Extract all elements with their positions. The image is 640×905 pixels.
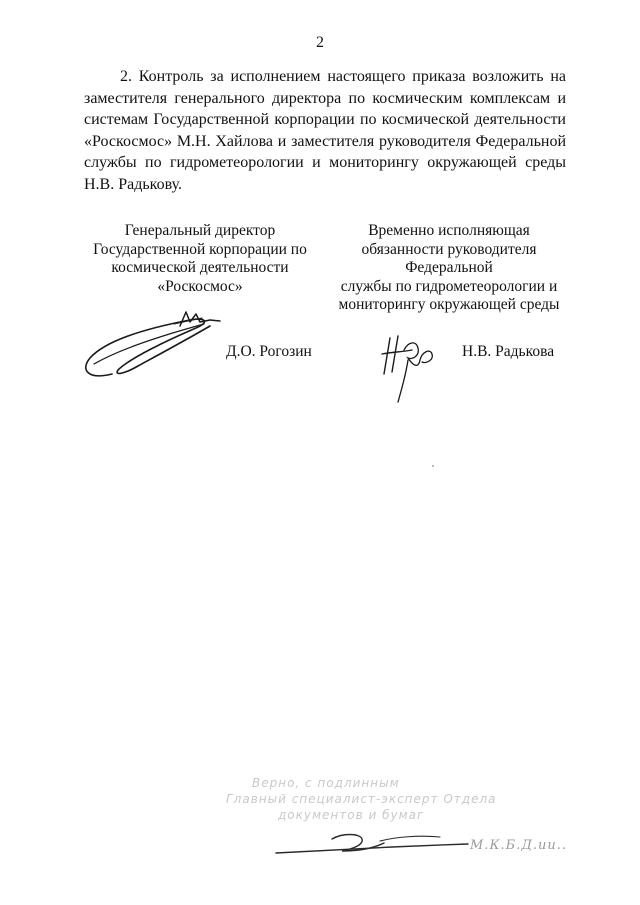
- stamp-signature-scribble: [272, 825, 472, 865]
- left-signer-name: Д.О. Рогозин: [226, 343, 312, 360]
- left-signature-scribble: [78, 300, 228, 390]
- stamp-initials: М.К.Б.Д.ии..: [470, 838, 568, 853]
- scan-speck: [432, 465, 434, 467]
- right-title-line: Временно исполняющая: [368, 222, 530, 239]
- right-signatory-title: [330, 222, 568, 315]
- left-title-line: Государственной корпорации по: [93, 240, 307, 258]
- stamp-line: Главный специалист-эксперт Отдела: [226, 792, 497, 806]
- left-title-line: «Роскосмос»: [157, 277, 243, 295]
- left-title-line: космической деятельности: [111, 259, 289, 276]
- right-title-line: службы по гидрометеорологии и: [340, 277, 558, 295]
- right-signature-scribble: [378, 330, 438, 405]
- page-number: 2: [316, 34, 324, 51]
- stamp-line: Верно, с подлинным: [252, 776, 400, 790]
- right-title-line: Федеральной: [405, 259, 493, 276]
- stamp-line: документов и бумаг: [278, 808, 425, 822]
- left-signatory-title: [84, 222, 316, 296]
- right-title-line: обязанности руководителя: [361, 240, 537, 258]
- right-title-line: мониторингу окружающей среды: [338, 296, 560, 313]
- right-signer-name: Н.В. Радькова: [462, 343, 555, 360]
- left-title-line: Генеральный директор: [124, 222, 276, 239]
- order-paragraph: 2. Контроль за исполнением настоящего приказа возложить на заместителя генерального директора по космическим комплексам и системам Государственной корпорации по космической деятельности «Роскосмос» М.Н. Хайлова и заместителя руководителя Федеральной службы по гидрометеорологии и мониторингу окружающей среды Н.В. Радькову.: [84, 68, 566, 193]
